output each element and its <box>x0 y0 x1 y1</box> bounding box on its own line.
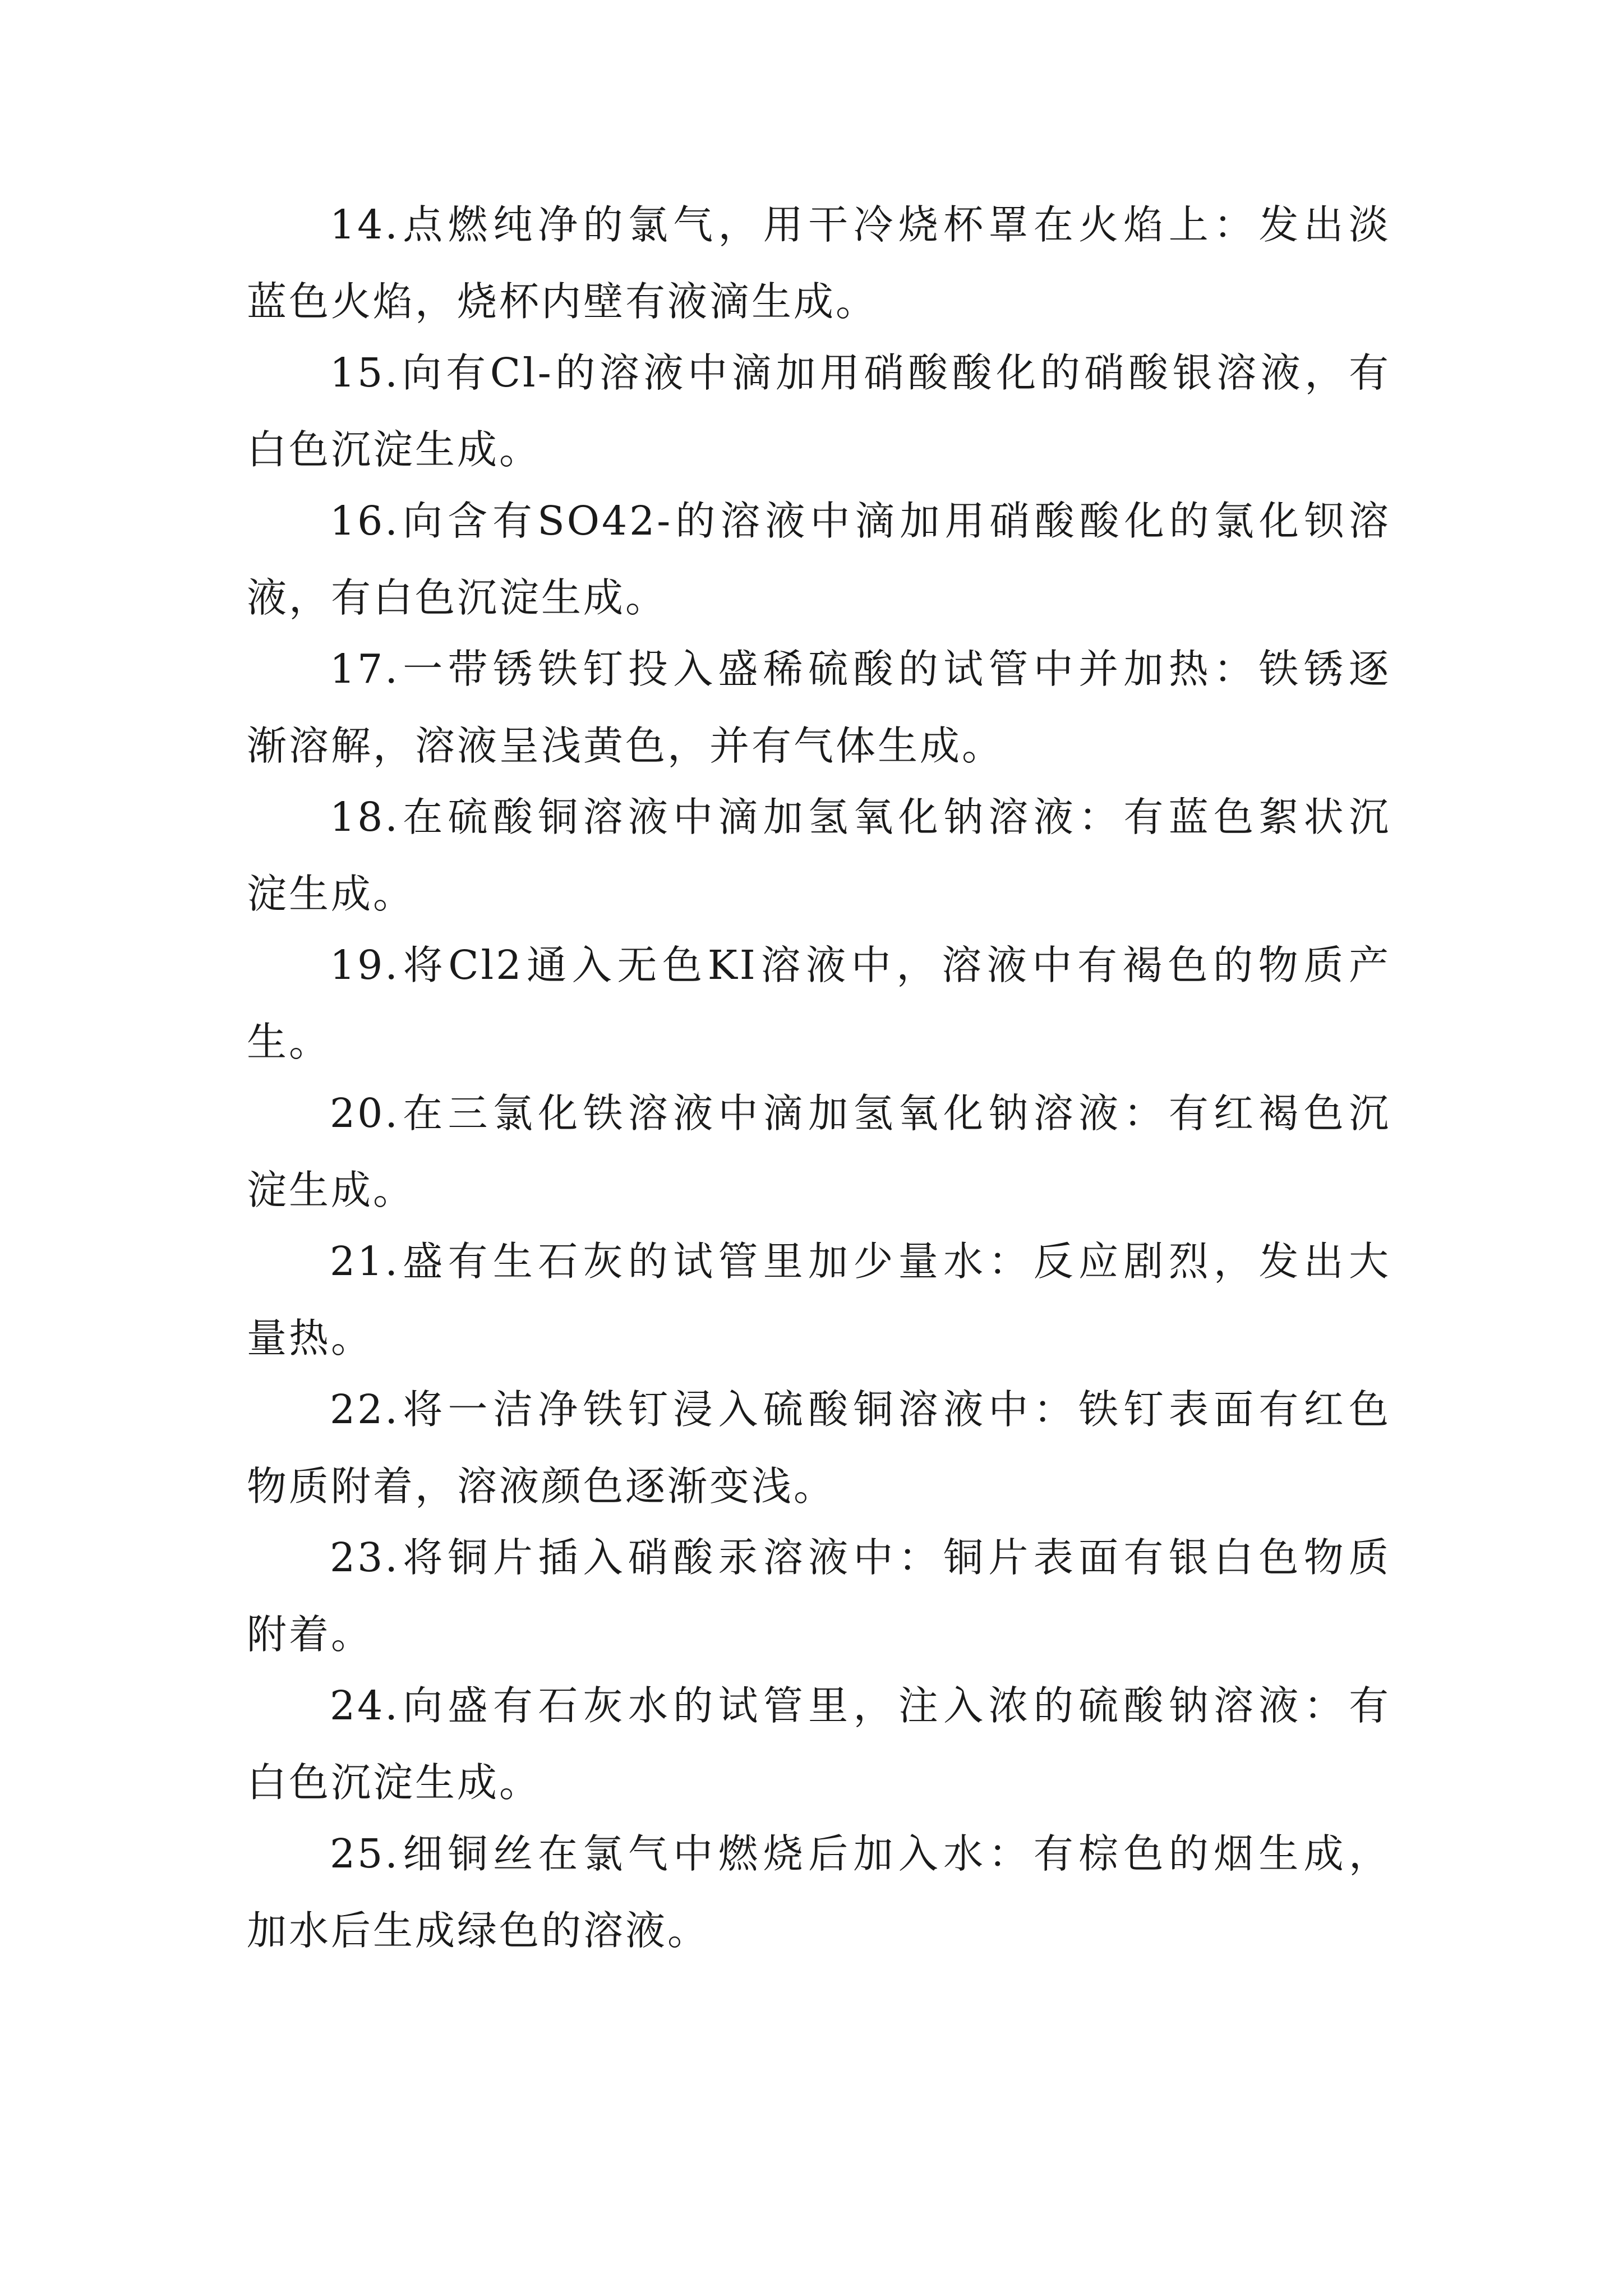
paragraph-line: 21.盛有生石灰的试管里加少量水：反应剧烈，发出大 <box>330 1238 1391 1285</box>
paragraph-line: 淀生成。 <box>247 1167 416 1213</box>
list-item <box>247 349 1391 473</box>
paragraph-line: 白色沉淀生成。 <box>247 426 542 473</box>
list-item <box>247 794 1391 917</box>
paragraph-line: 渐溶解，溶液呈浅黄色，并有气体生成。 <box>247 723 1004 769</box>
list-item <box>247 1682 1391 1806</box>
paragraph-line: 19.将Cl2通入无色KI溶液中，溶液中有褐色的物质产 <box>330 942 1391 988</box>
list-item <box>247 1534 1391 1658</box>
paragraph-line: 16.向含有SO42-的溶液中滴加用硝酸酸化的氯化钡溶 <box>330 498 1391 544</box>
paragraph-line: 25.细铜丝在氯气中燃烧后加入水：有棕色的烟生成， <box>330 1830 1391 1877</box>
paragraph-line: 附着。 <box>247 1611 374 1658</box>
paragraph-line: 20.在三氯化铁溶液中滴加氢氧化钠溶液：有红褐色沉 <box>330 1090 1391 1137</box>
list-item <box>247 1386 1391 1510</box>
list-item <box>247 498 1391 621</box>
paragraph-line: 蓝色火焰，烧杯内壁有液滴生成。 <box>247 278 878 325</box>
list-item <box>247 646 1391 769</box>
list-item <box>247 201 1391 325</box>
list-item <box>247 1830 1391 1954</box>
document-body <box>247 201 1391 1981</box>
paragraph-line: 18.在硫酸铜溶液中滴加氢氧化钠溶液：有蓝色絮状沉 <box>330 794 1391 840</box>
paragraph-line: 加水后生成绿色的溶液。 <box>247 1907 710 1954</box>
paragraph-line: 14.点燃纯净的氯气，用干冷烧杯罩在火焰上：发出淡 <box>330 201 1391 248</box>
paragraph-line: 物质附着，溶液颜色逐渐变浅。 <box>247 1463 836 1510</box>
paragraph-line: 白色沉淀生成。 <box>247 1759 542 1806</box>
list-item <box>247 942 1391 1065</box>
paragraph-line: 淀生成。 <box>247 871 416 917</box>
paragraph-line: 17.一带锈铁钉投入盛稀硫酸的试管中并加热：铁锈逐 <box>330 646 1391 692</box>
paragraph-line: 15.向有Cl-的溶液中滴加用硝酸酸化的硝酸银溶液，有 <box>330 349 1391 396</box>
paragraph-line: 24.向盛有石灰水的试管里，注入浓的硫酸钠溶液：有 <box>330 1682 1391 1729</box>
paragraph-line: 液，有白色沉淀生成。 <box>247 574 668 621</box>
paragraph-line: 量热。 <box>247 1315 374 1361</box>
paragraph-line: 生。 <box>247 1019 331 1065</box>
paragraph-line: 22.将一洁净铁钉浸入硫酸铜溶液中：铁钉表面有红色 <box>330 1386 1391 1433</box>
paragraph-line: 23.将铜片插入硝酸汞溶液中：铜片表面有银白色物质 <box>330 1534 1391 1581</box>
list-item <box>247 1238 1391 1361</box>
list-item <box>247 1090 1391 1213</box>
